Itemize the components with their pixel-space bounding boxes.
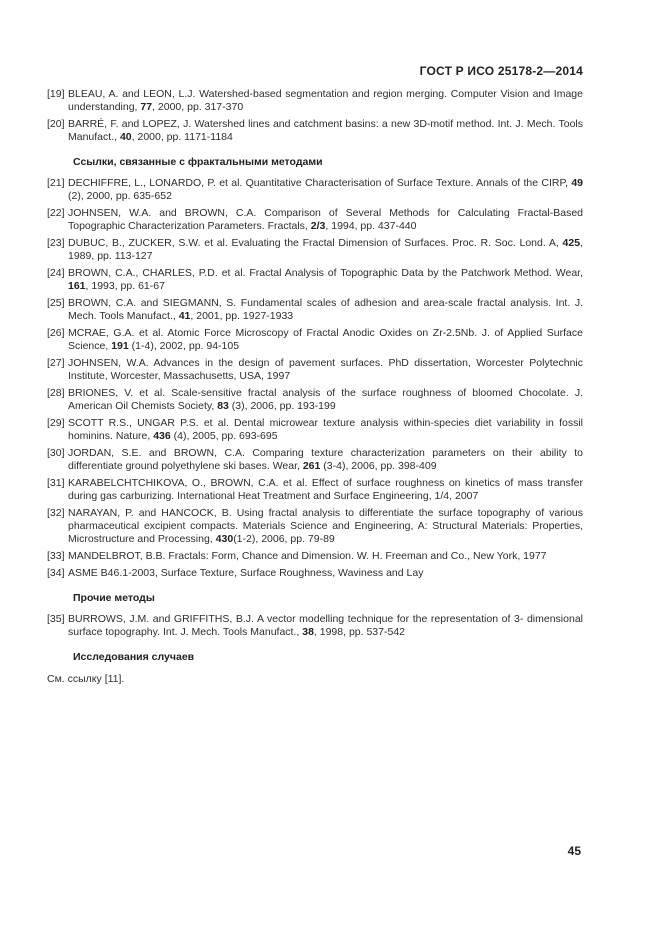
document-header: ГОСТ Р ИСО 25178-2—2014 bbox=[419, 64, 583, 78]
reference-number: [27] bbox=[47, 357, 65, 369]
section-heading-case-studies: Исследования случаев bbox=[73, 651, 195, 663]
reference-number: [25] bbox=[47, 297, 65, 309]
reference-entry-35 bbox=[47, 613, 583, 639]
reference-entry-19 bbox=[47, 88, 583, 114]
reference-text: DECHIFFRE, L., LONARDO, P. et al. Quantitative Characterisation of Surface Texture. Annals of the CIRP, 49 (2), 2000, pp. 635-652 bbox=[68, 177, 583, 202]
reference-text: BARRÉ, F. and LOPEZ, J. Watershed lines and catchment basins: a new 3D-motif method. Int. J. Mech. Tools Manufact., 40, 2000, pp. 1171-1184 bbox=[68, 118, 583, 143]
reference-entry-26 bbox=[47, 327, 583, 353]
reference-text: DUBUC, B., ZUCKER, S.W. et al. Evaluating the Fractal Dimension of Surfaces. Proc. R. Soc. Lond. A, 425, 1989, pp. 113-127 bbox=[68, 237, 583, 262]
see-reference-note: См. ссылку [11]. bbox=[47, 673, 125, 685]
reference-text: KARABELCHTCHIKOVA, O., BROWN, C.A. et al. Effect of surface roughness on kinetics of mass transfer during gas carburizing. International Heat Treatment and Surface Engineering, 1/4, 2007 bbox=[68, 477, 583, 502]
reference-entry-29 bbox=[47, 417, 583, 443]
reference-entry-22 bbox=[47, 207, 583, 233]
reference-text: BURROWS, J.M. and GRIFFITHS, B.J. A vector modelling technique for the representation of 3- dimensional surface topography. Int. J. Mech. Tools Manufact., 38, 1998, pp. 537-542 bbox=[68, 613, 583, 638]
reference-entry-33 bbox=[47, 550, 583, 563]
reference-text: BROWN, C.A., CHARLES, P.D. et al. Fractal Analysis of Topographic Data by the Patchwork Method. Wear, 161, 1993, pp. 61-67 bbox=[68, 267, 583, 292]
bibliography-content bbox=[47, 88, 583, 686]
reference-entry-24 bbox=[47, 267, 583, 293]
reference-number: [21] bbox=[47, 177, 65, 189]
reference-text: MCRAE, G.A. et al. Atomic Force Microscopy of Fractal Anodic Oxides on Zr-2.5Nb. J. of Applied Surface Science, 191 (1-4), 2002, pp. 94-105 bbox=[68, 327, 583, 352]
reference-entry-28 bbox=[47, 387, 583, 413]
reference-number: [32] bbox=[47, 507, 65, 519]
reference-text: SCOTT R.S., UNGAR P.S. et al. Dental microwear texture analysis within-species diet variability in fossil hominins. Nature, 436 (4), 2005, pp. 693-695 bbox=[68, 417, 583, 442]
reference-entry-21 bbox=[47, 177, 583, 203]
reference-number: [31] bbox=[47, 477, 65, 489]
reference-text: BLEAU, A. and LEON, L.J. Watershed-based segmentation and region merging. Computer Vision and Image understanding, 77, 2000, pp. 317-370 bbox=[68, 88, 583, 113]
reference-number: [19] bbox=[47, 88, 65, 100]
reference-number: [29] bbox=[47, 417, 65, 429]
reference-entry-31 bbox=[47, 477, 583, 503]
reference-text: ASME B46.1-2003, Surface Texture, Surface Roughness, Waviness and Lay bbox=[68, 567, 424, 579]
reference-text: JOHNSEN, W.A. and BROWN, C.A. Comparison of Several Methods for Calculating Fractal-Based Topographic Characterization Parameters. Fractals, 2/3, 1994, pp. 437-440 bbox=[68, 207, 583, 232]
reference-number: [20] bbox=[47, 118, 65, 130]
reference-number: [33] bbox=[47, 550, 65, 562]
reference-number: [22] bbox=[47, 207, 65, 219]
reference-number: [26] bbox=[47, 327, 65, 339]
reference-text: JORDAN, S.E. and BROWN, C.A. Comparing texture characterization parameters on their ability to differentiate ground polyethylene ski bases. Wear, 261 (3-4), 2006, pp. 398-409 bbox=[68, 447, 583, 472]
reference-text: MANDELBROT, B.B. Fractals: Form, Chance and Dimension. W. H. Freeman and Co., New York, 1977 bbox=[68, 550, 547, 562]
reference-text: BRIONES, V. et al. Scale-sensitive fractal analysis of the surface roughness of bloomed Chocolate. J. American Oil Chemists Society, 83 (3), 2006, pp. 193-199 bbox=[68, 387, 583, 412]
reference-entry-30 bbox=[47, 447, 583, 473]
reference-entry-32 bbox=[47, 507, 583, 546]
reference-entry-27 bbox=[47, 357, 583, 383]
reference-number: [30] bbox=[47, 447, 65, 459]
reference-number: [24] bbox=[47, 267, 65, 279]
reference-number: [34] bbox=[47, 567, 65, 579]
reference-text: NARAYAN, P. and HANCOCK, B. Using fractal analysis to differentiate the surface topography of various pharmaceutical excipient compacts. Materials Science and Engineering, A: Structural Materials: Properties, Microstructure and Processing, 430(1-2), 2006, pp. 79-89 bbox=[68, 507, 583, 545]
section-heading-other-methods: Прочие методы bbox=[73, 592, 155, 604]
page-number: 45 bbox=[567, 844, 581, 858]
section-heading-fractal-methods: Ссылки, связанные с фрактальными методами bbox=[73, 156, 323, 168]
reference-number: [28] bbox=[47, 387, 65, 399]
reference-entry-23 bbox=[47, 237, 583, 263]
reference-number: [23] bbox=[47, 237, 65, 249]
reference-number: [35] bbox=[47, 613, 65, 625]
reference-entry-34 bbox=[47, 567, 583, 580]
reference-text: BROWN, C.A. and SIEGMANN, S. Fundamental scales of adhesion and area-scale fractal analysis. Int. J. Mech. Tools Manufact., 41, 2001, pp. 1927-1933 bbox=[68, 297, 583, 322]
reference-text: JOHNSEN, W.A. Advances in the design of pavement surfaces. PhD dissertation, Worcester Polytechnic Institute, Worcester, Massachusetts, USA, 1997 bbox=[68, 357, 583, 382]
reference-entry-25 bbox=[47, 297, 583, 323]
reference-entry-20 bbox=[47, 118, 583, 144]
